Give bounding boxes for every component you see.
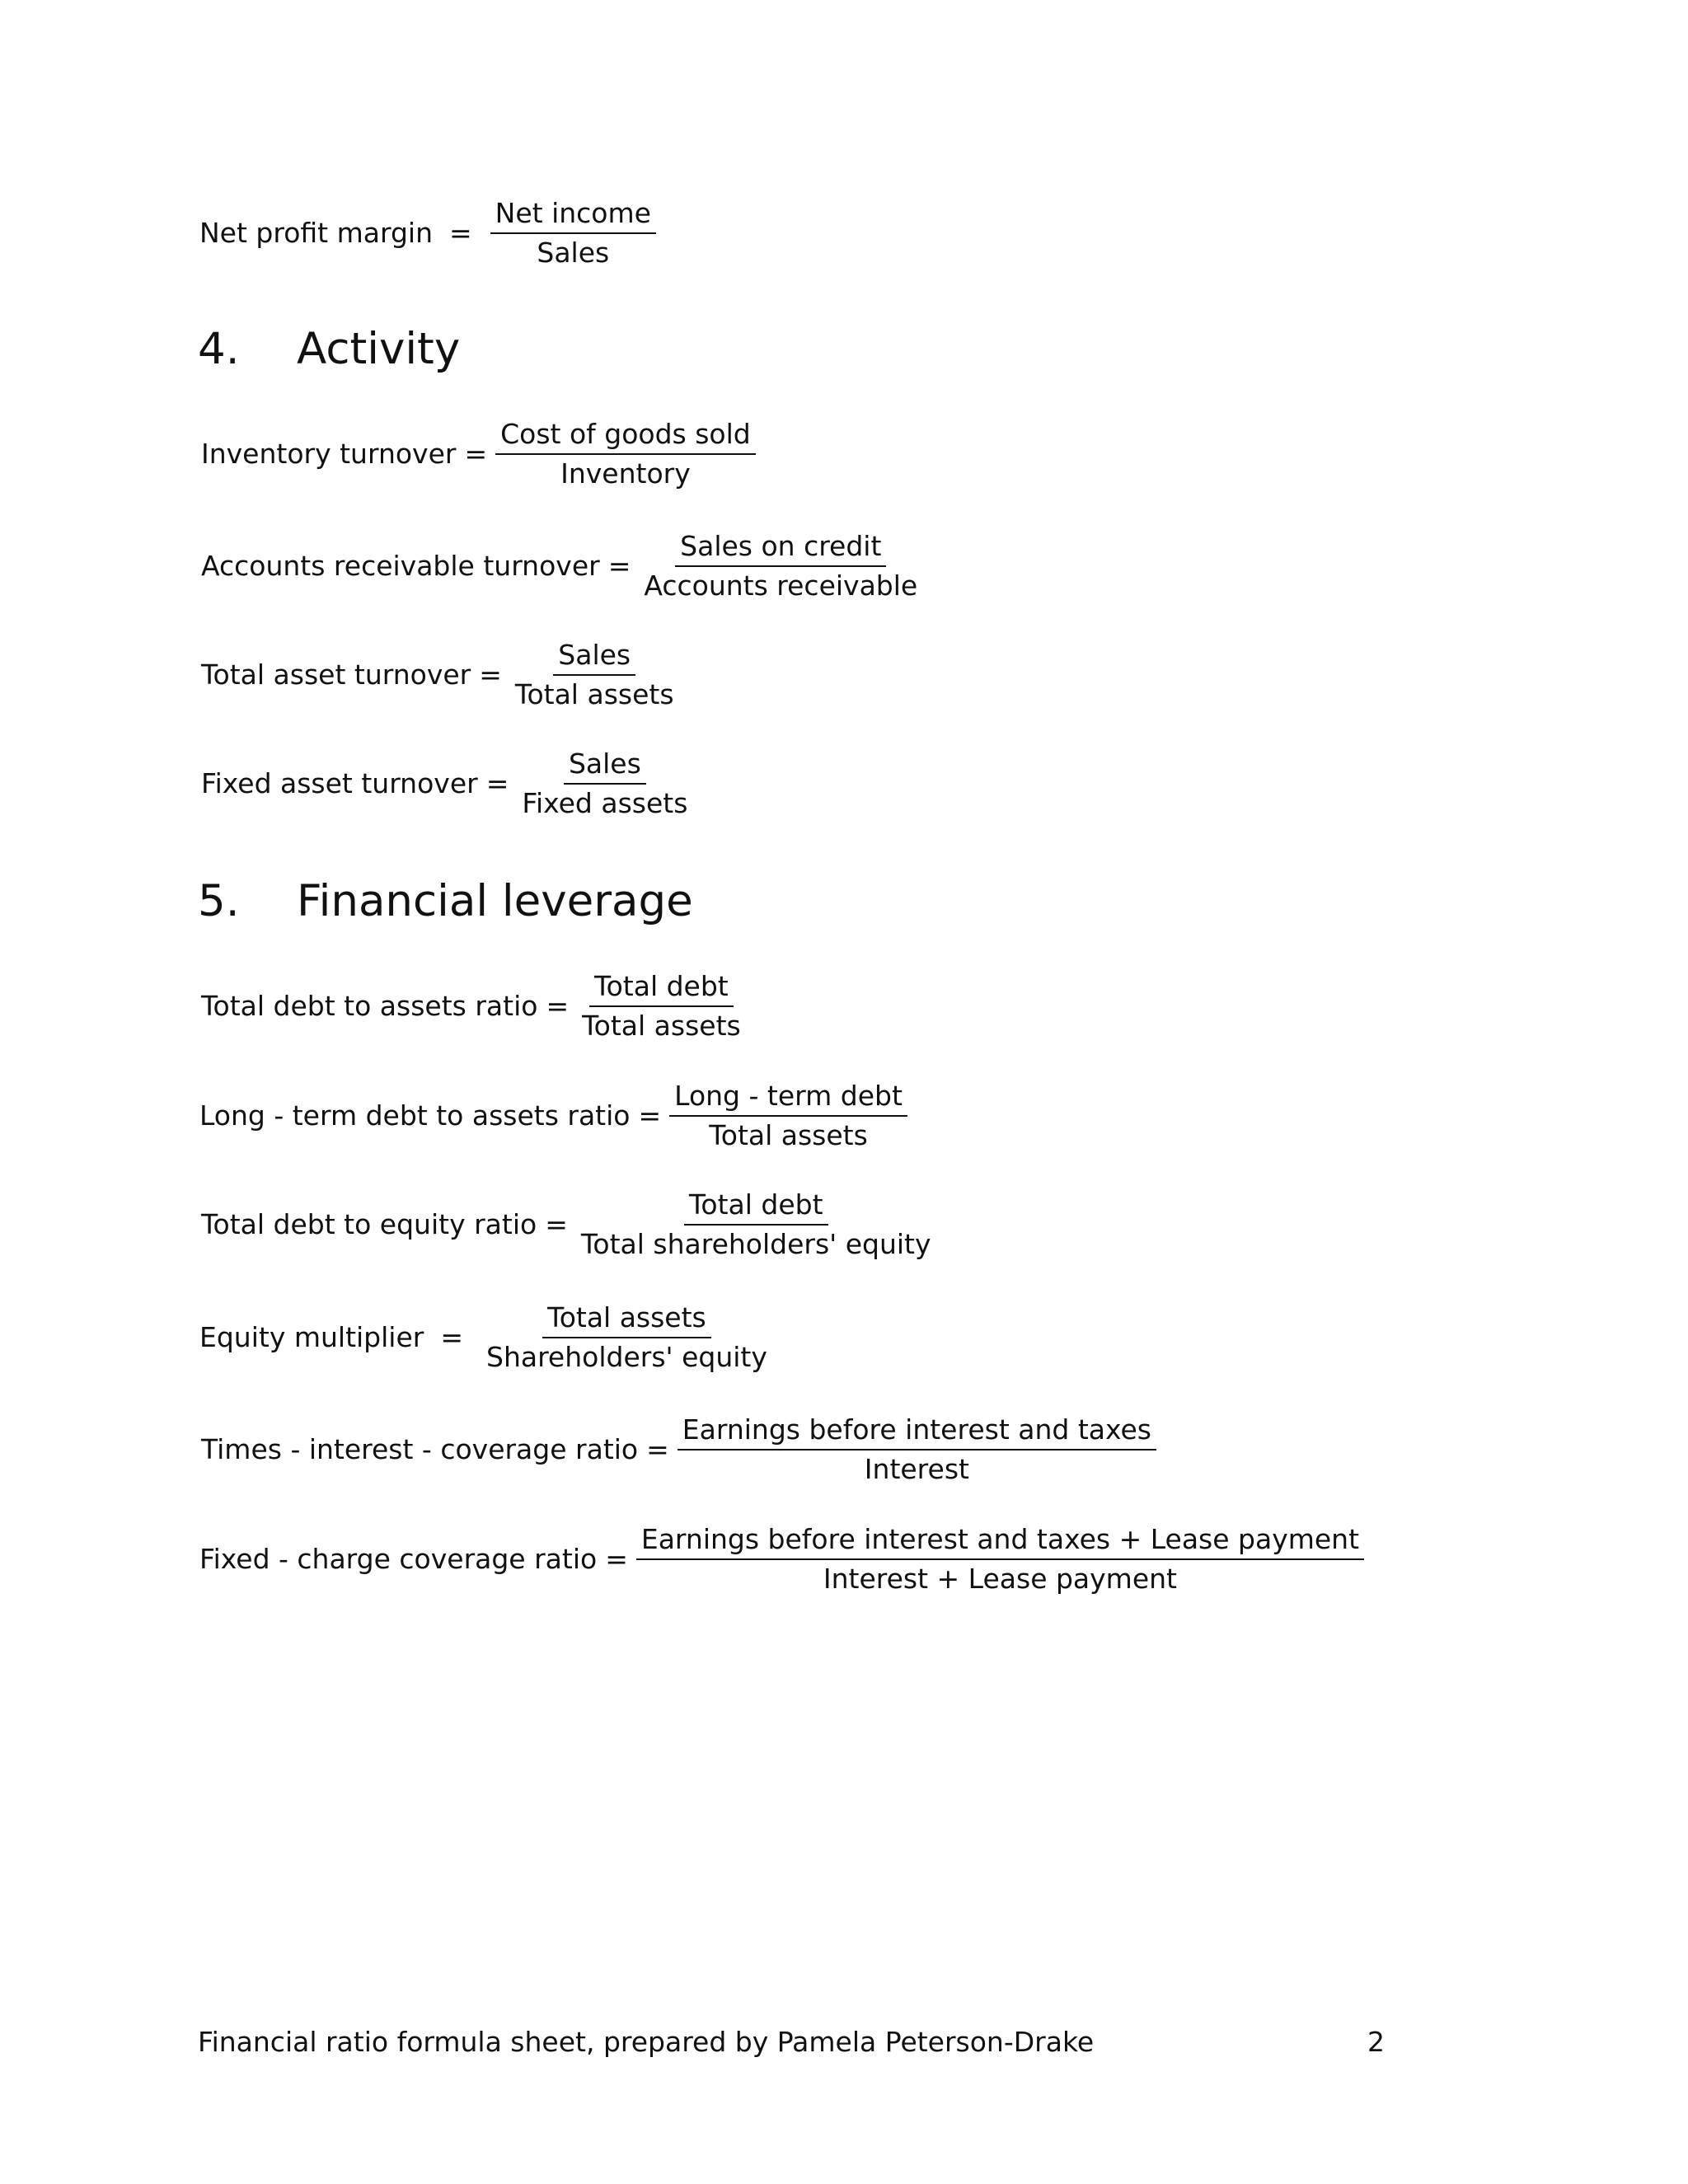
section-number: 5. [198,876,240,926]
denominator: Total assets [709,1118,868,1151]
fraction [639,531,922,602]
formula-label: Total debt to assets ratio [201,990,538,1023]
denominator: Total assets [514,677,674,710]
formula-total-asset-turnover [201,640,679,710]
denominator: Sales [537,236,610,269]
formula-label: Equity multiplier [199,1321,424,1354]
section-heading-financial-leverage [198,876,693,926]
fraction [517,748,692,819]
denominator: Fixed assets [522,786,688,819]
formula-label: Total asset turnover [201,658,471,691]
formula-accounts-receivable-turnover [201,531,922,602]
fraction [576,1189,936,1260]
equals-sign: = [607,550,631,583]
fraction [481,1302,772,1373]
formula-fixed-charge-coverage [199,1524,1364,1595]
equals-sign: = [545,1208,568,1241]
formula-total-debt-to-assets [201,971,746,1042]
equals-sign: = [646,1433,669,1466]
denominator: Interest [864,1452,969,1485]
numerator: Total debt [684,1189,828,1226]
equals-sign: = [485,767,509,800]
numerator: Sales [564,748,646,785]
fraction [678,1414,1156,1485]
page-footer [198,2026,1385,2058]
formula-label: Net profit margin [199,217,433,250]
formula-label: Fixed asset turnover [201,767,478,800]
formula-net-profit-margin [199,198,656,269]
formula-label: Long - term debt to assets ratio [199,1099,631,1132]
equals-sign: = [464,438,488,471]
formula-label: Inventory turnover [201,438,457,471]
section-heading-activity [198,324,460,374]
denominator: Inventory [560,457,691,490]
equals-sign: = [449,217,472,250]
fraction [510,640,679,710]
equals-sign: = [605,1543,628,1576]
denominator: Shareholders' equity [486,1340,767,1373]
numerator: Earnings before interest and taxes + Lease payment [636,1524,1364,1560]
formula-total-debt-to-equity [201,1189,936,1260]
section-number: 4. [198,324,240,374]
page-number: 2 [1367,2026,1385,2058]
section-title: Financial leverage [297,876,693,926]
fraction [490,198,656,269]
denominator: Interest + Lease payment [823,1562,1177,1595]
numerator: Net income [490,198,656,234]
denominator: Total shareholders' equity [580,1227,931,1260]
formula-label: Accounts receivable turnover [201,550,600,583]
numerator: Long - term debt [669,1080,907,1117]
equals-sign: = [440,1321,463,1354]
equals-sign: = [479,658,502,691]
formula-label: Fixed - charge coverage ratio [199,1543,598,1576]
numerator: Sales on credit [675,531,886,567]
fraction [636,1524,1364,1595]
formula-equity-multiplier [199,1302,772,1373]
numerator: Cost of goods sold [495,419,756,455]
formula-fixed-asset-turnover [201,748,692,819]
denominator: Total assets [582,1009,741,1042]
formula-times-interest-coverage [201,1414,1156,1485]
numerator: Earnings before interest and taxes [678,1414,1156,1451]
formula-long-term-debt-to-assets [199,1080,907,1151]
formula-label: Total debt to equity ratio [201,1208,537,1241]
section-title: Activity [297,324,461,374]
fraction [577,971,746,1042]
formula-inventory-turnover [201,419,756,490]
numerator: Total assets [542,1302,711,1338]
numerator: Total debt [589,971,734,1007]
numerator: Sales [553,640,635,676]
equals-sign: = [638,1099,662,1132]
fraction [495,419,756,490]
denominator: Accounts receivable [644,569,918,602]
footer-text: Financial ratio formula sheet, prepared by Pamela Peterson-Drake [198,2026,1095,2058]
equals-sign: = [546,990,570,1023]
fraction [669,1080,907,1151]
formula-label: Times - interest - coverage ratio [201,1433,639,1466]
